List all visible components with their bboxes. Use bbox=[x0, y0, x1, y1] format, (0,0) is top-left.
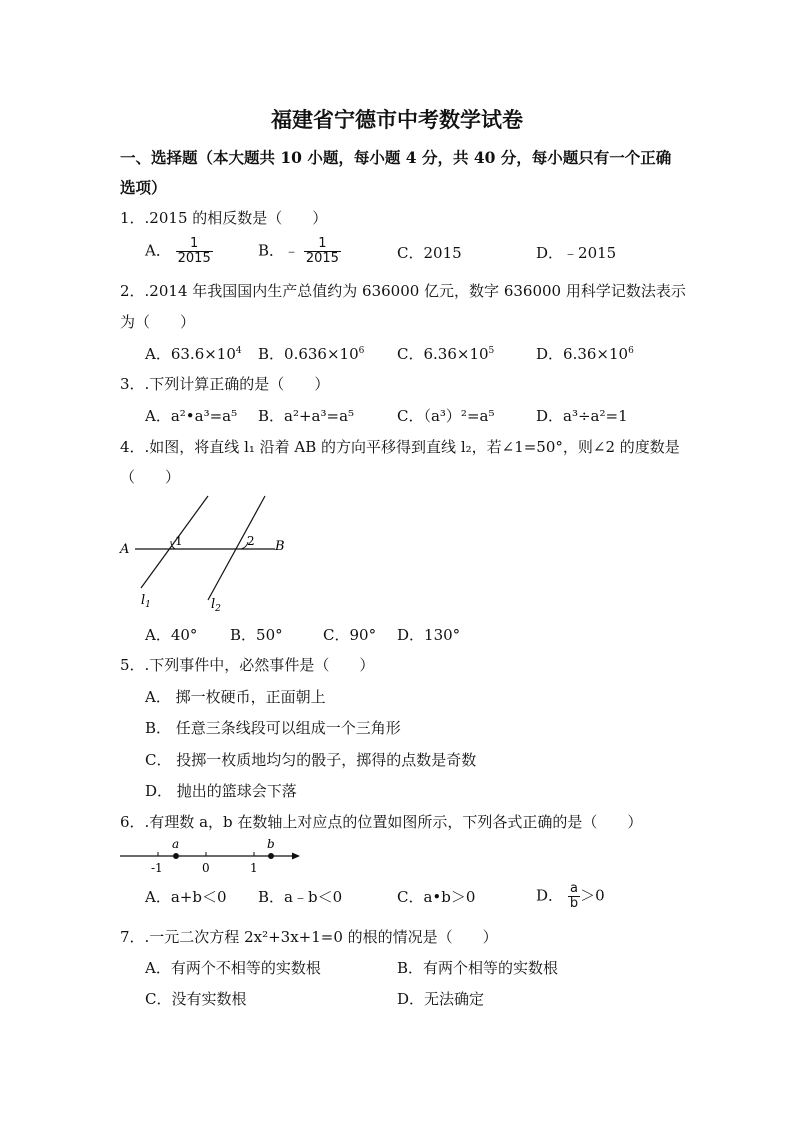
question-6-option-c[interactable]: C．a•b＞0 bbox=[397, 888, 476, 906]
question-6-option-d[interactable]: D． $\frac{a}{b}$ ＞0 bbox=[536, 881, 605, 911]
question-7-option-c[interactable]: C．没有实数根 bbox=[145, 990, 247, 1008]
section-heading-cont: 选项） bbox=[120, 178, 167, 197]
point-b bbox=[268, 853, 274, 859]
question-6-option-b[interactable]: B．a﹣b＜0 bbox=[258, 888, 343, 906]
question-1-option-b[interactable]: B．﹣ $\frac{1}{2015}$ bbox=[258, 236, 339, 266]
question-4-option-a[interactable]: A．40° bbox=[145, 626, 198, 644]
arrow-head-icon bbox=[292, 853, 300, 860]
question-2-option-d[interactable]: D．$6.36\times 10^6$ bbox=[536, 345, 634, 363]
angle-1-label: 1 bbox=[175, 534, 183, 548]
question-7-option-a[interactable]: A．有两个不相等的实数根 bbox=[145, 959, 321, 977]
question-5-option-b[interactable]: B． 任意三条线段可以组成一个三角形 bbox=[145, 719, 401, 737]
fraction: $\frac{1}{2015}$ bbox=[177, 236, 211, 266]
question-1-option-a[interactable]: A． $\frac{1}{2015}$ bbox=[145, 236, 211, 266]
question-3-option-d[interactable]: D．a³÷a²=1 bbox=[536, 407, 628, 425]
question-3-option-c[interactable]: C．（a³）²=a⁵ bbox=[397, 407, 495, 425]
question-7-stem: 7．.一元二次方程 2x²+3x+1=0 的根的情况是（ ） bbox=[120, 928, 498, 946]
question-5-stem: 5．.下列事件中，必然事件是（ ） bbox=[120, 656, 375, 674]
question-3-option-b[interactable]: B．a²+a³=a⁵ bbox=[258, 407, 355, 425]
tick-0-label: 0 bbox=[202, 861, 210, 875]
parallel-lines-figure bbox=[115, 490, 305, 615]
line-l2 bbox=[208, 496, 265, 600]
point-a bbox=[173, 853, 179, 859]
number-line-figure bbox=[118, 838, 308, 876]
question-4-option-c[interactable]: C．90° bbox=[323, 626, 377, 644]
question-5-option-a[interactable]: A． 掷一枚硬币，正面朝上 bbox=[145, 688, 326, 706]
question-4-option-b[interactable]: B．50° bbox=[230, 626, 283, 644]
label-l1: $l_1$ bbox=[141, 593, 151, 610]
label-a: A bbox=[120, 542, 130, 557]
question-2-stem: 2．.2014 年我国国内生产总值约为 636000 亿元，数字 636000 用科学记数法表示 bbox=[120, 282, 686, 300]
question-2-option-a[interactable]: A．$63.6\times 10^4$ bbox=[145, 345, 242, 363]
question-5-option-d[interactable]: D． 抛出的篮球会下落 bbox=[145, 782, 297, 800]
question-2-option-b[interactable]: B．$0.636\times 10^6$ bbox=[258, 345, 365, 363]
question-5-option-c[interactable]: C． 投掷一枚质地均匀的骰子，掷得的点数是奇数 bbox=[145, 751, 477, 769]
question-2-option-c[interactable]: C．$6.36\times 10^5$ bbox=[397, 345, 495, 363]
question-7-option-d[interactable]: D．无法确定 bbox=[397, 990, 485, 1008]
tick-neg1-label: -1 bbox=[151, 861, 163, 875]
question-1-option-c[interactable]: C．2015 bbox=[397, 244, 462, 262]
question-3-option-a[interactable]: A．a²•a³=a⁵ bbox=[145, 407, 238, 425]
question-7-option-b[interactable]: B．有两个相等的实数根 bbox=[397, 959, 559, 977]
page-title: 福建省宁德市中考数学试卷 bbox=[271, 107, 523, 132]
question-6-option-a[interactable]: A．a+b＜0 bbox=[145, 888, 227, 906]
question-6-stem: 6．.有理数 a，b 在数轴上对应点的位置如图所示，下列各式正确的是（ ） bbox=[120, 813, 643, 831]
question-4-stem: 4．.如图，将直线 l₁ 沿着 AB 的方向平移得到直线 l₂，若∠1=50°，则∠2 的度数是 bbox=[120, 438, 680, 456]
point-b-label: b bbox=[267, 838, 275, 851]
question-2-stem-cont: 为（ ） bbox=[120, 313, 196, 331]
tick-1-label: 1 bbox=[250, 861, 258, 875]
fraction: $\frac{a}{b}$ bbox=[569, 881, 579, 911]
label-b: B bbox=[275, 539, 285, 554]
angle-2-label: 2 bbox=[247, 534, 255, 548]
label-l2: $l_2$ bbox=[211, 597, 221, 614]
section-heading: 一、选择题（本大题共 10 小题，每小题 4 分，共 40 分，每小题只有一个正确 bbox=[120, 148, 672, 167]
question-1-option-d[interactable]: D．﹣2015 bbox=[536, 244, 617, 262]
question-3-stem: 3．.下列计算正确的是（ ） bbox=[120, 375, 330, 393]
question-4-option-d[interactable]: D．130° bbox=[397, 626, 461, 644]
question-4-stem-cont: （ ） bbox=[120, 468, 181, 486]
point-a-label: a bbox=[172, 838, 180, 851]
question-1-stem: 1．.2015 的相反数是（ ） bbox=[120, 209, 328, 227]
fraction: $\frac{1}{2015}$ bbox=[305, 236, 339, 266]
